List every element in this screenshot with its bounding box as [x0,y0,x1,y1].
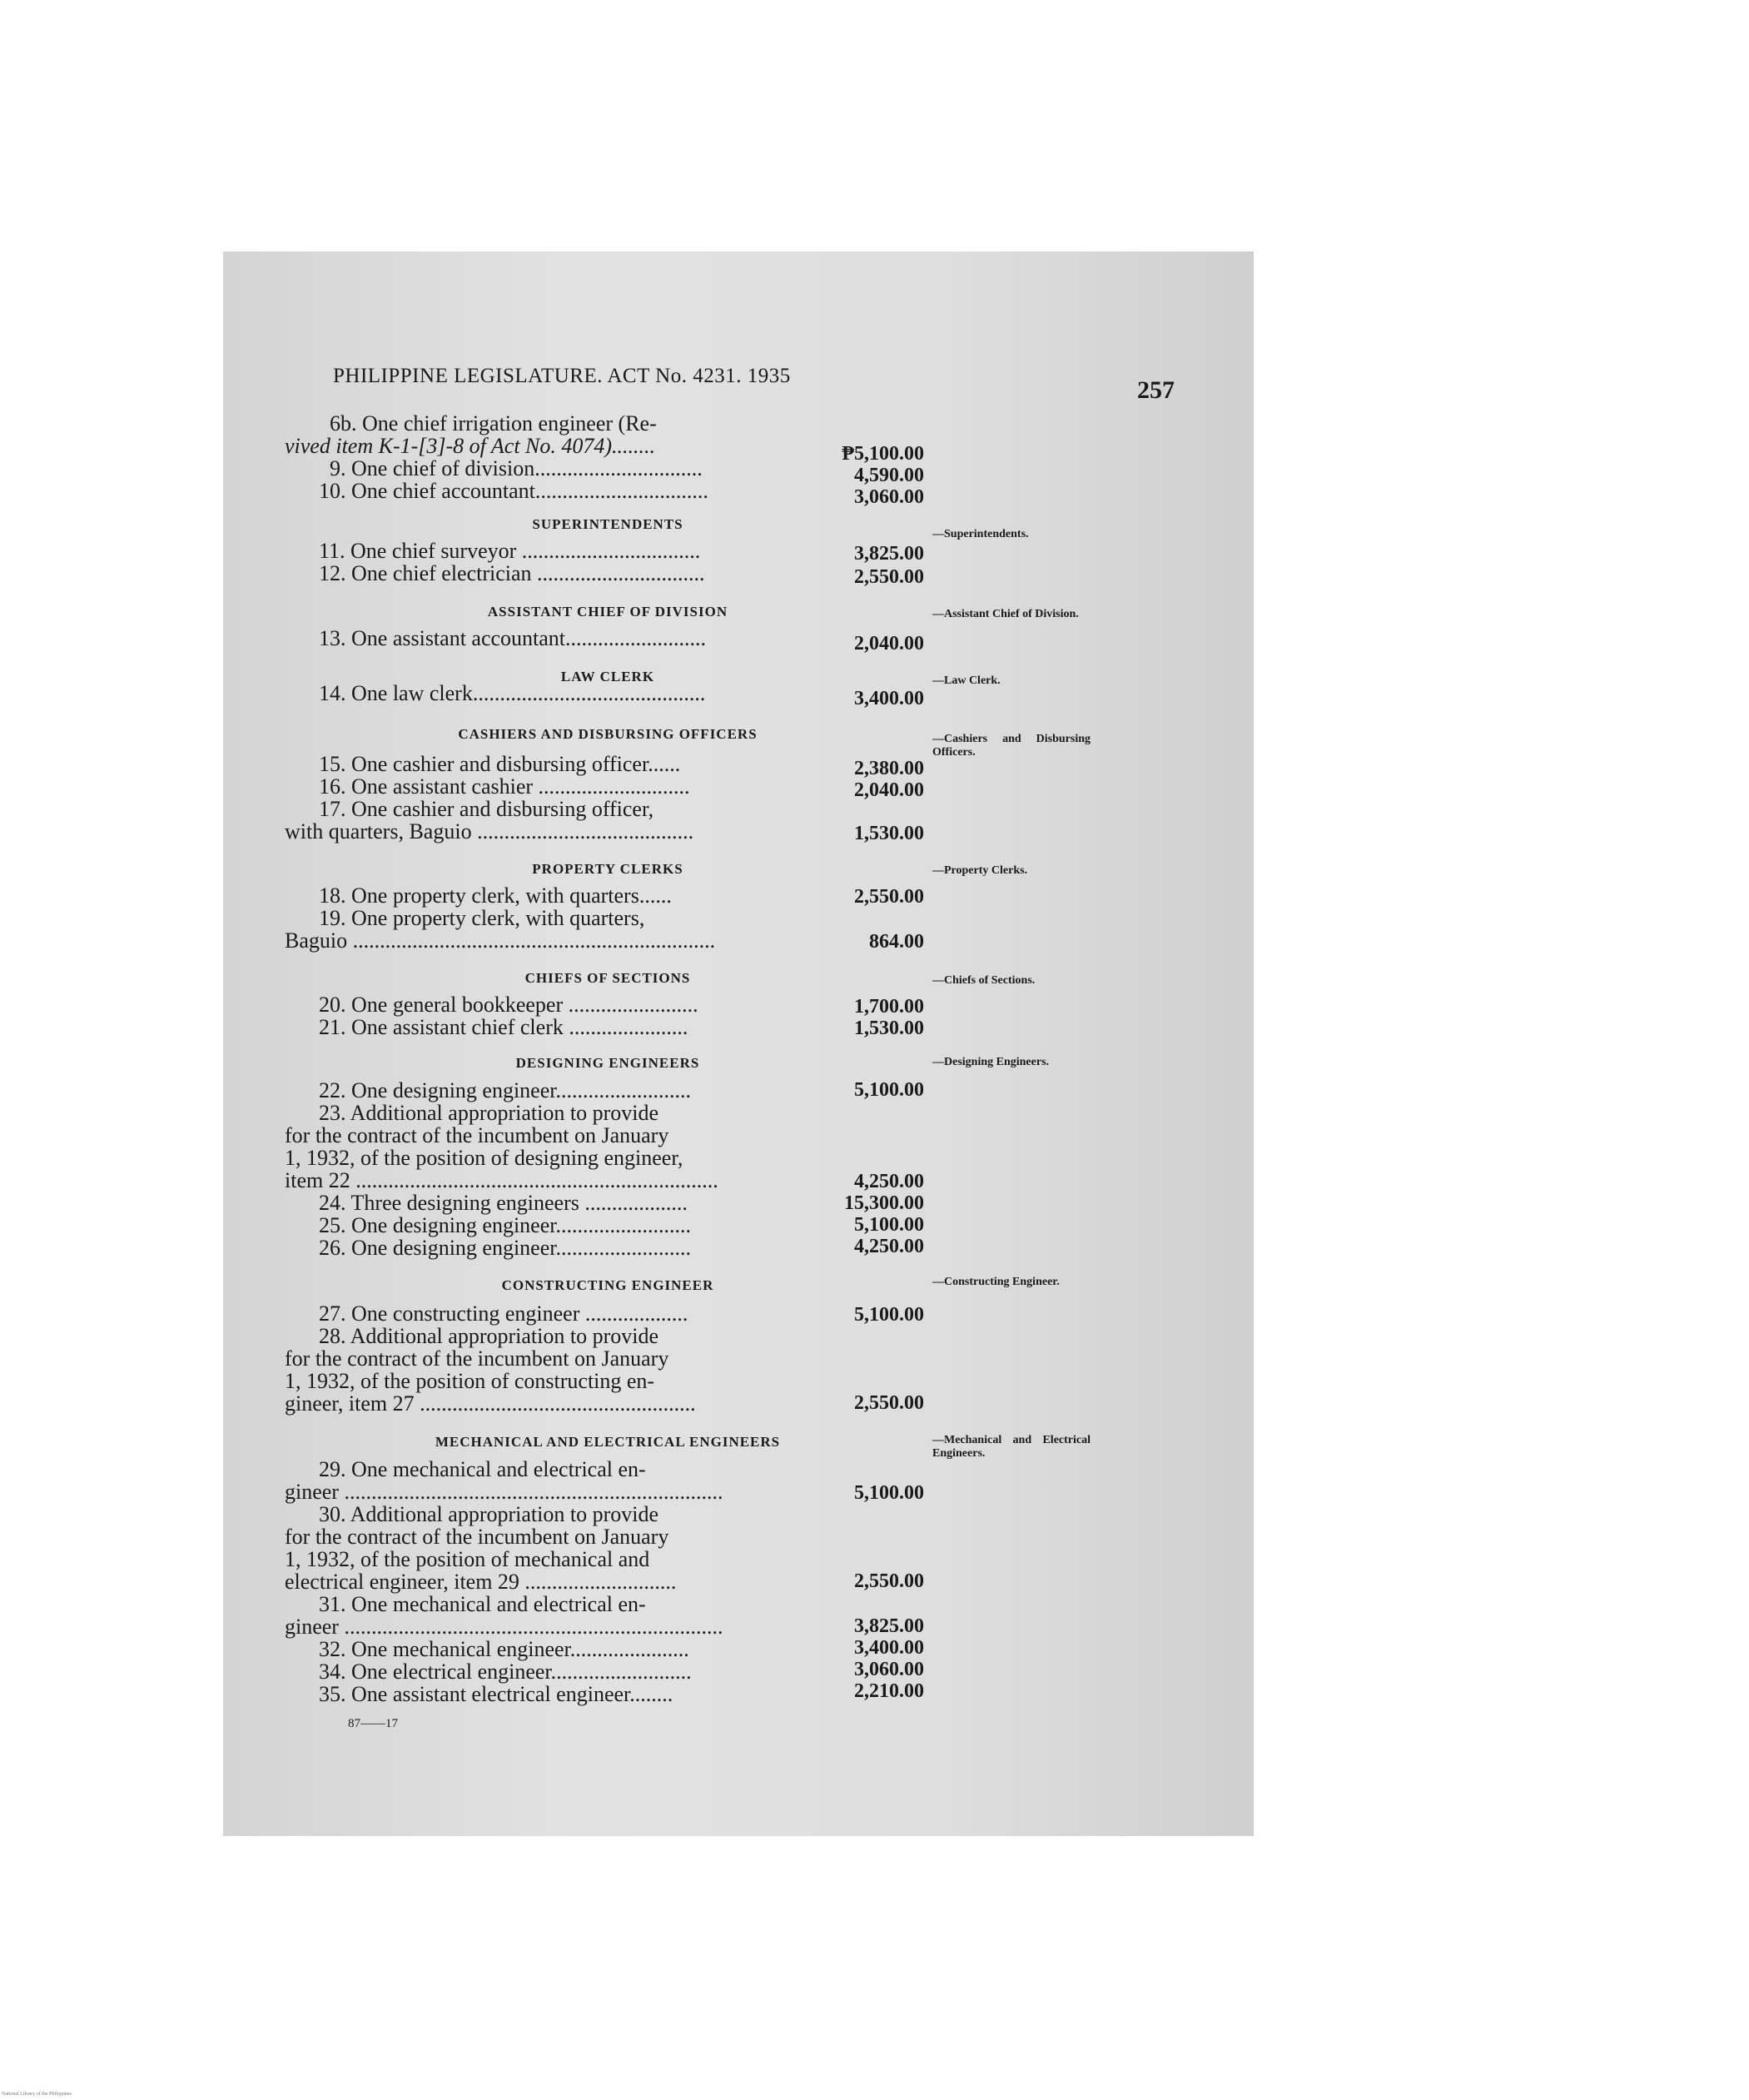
item-line: 35. One assistant electrical engineer........ [319,1682,673,1706]
amount: 5,100.00 [854,1214,924,1236]
item-line: 13. One assistant accountant.......................... [319,626,707,650]
item-line: 28. Additional appropriation to provide [319,1324,658,1348]
item-line: vived item K-1-[3]-8 of Act No. 4074)........ [285,434,656,458]
item-line: 32. One mechanical engineer...................... [319,1637,689,1661]
item-line: 1, 1932, of the position of constructing en- [285,1369,655,1393]
item-line: 16. One assistant cashier ............................ [319,774,690,799]
section-heading: MECHANICAL AND ELECTRICAL ENGINEERS [435,1434,781,1450]
item-line: 23. Additional appropriation to provide [319,1101,658,1125]
amount: 3,060.00 [854,1659,924,1680]
amount: 864.00 [869,931,924,953]
amount: 3,400.00 [854,1637,924,1659]
item-line: 11. One chief surveyor ................................. [319,539,701,563]
item-line: 29. One mechanical and electrical en- [319,1457,646,1481]
amount: 1,530.00 [854,823,924,844]
amount: 5,100.00 [854,1304,924,1326]
marginal-note: —Constructing Engineer. [932,1276,1060,1288]
section-heading: CHIEFS OF SECTIONS [524,970,691,986]
section-heading: PROPERTY CLERKS [532,861,683,877]
item-line: 20. One general bookkeeper ........................ [319,993,698,1017]
item-line: 26. One designing engineer......................... [319,1236,691,1260]
section-heading: DESIGNING ENGINEERS [515,1055,700,1071]
amount: 2,380.00 [854,758,924,779]
marginal-note: —Property Clerks. [932,864,1028,877]
amount: 2,550.00 [854,566,924,588]
marginal-note: —Cashiers and Disbursing Officers. [932,733,1091,759]
amount: 5,100.00 [854,1482,924,1504]
section-heading: CASHIERS AND DISBURSING OFFICERS [458,726,758,742]
item-line: 27. One constructing engineer ................... [319,1301,688,1326]
library-credit: National Library of the Philippines [2,2092,72,2097]
item-line: 10. One chief accountant................................ [319,479,708,503]
item-line: gineer, item 27 ................................................... [285,1391,696,1416]
amount: 4,590.00 [854,465,924,486]
item-line: 17. One cashier and disbursing officer, [319,797,654,821]
item-line: Baguio ................................................................... [285,928,716,953]
amount: ₱5,100.00 [842,443,924,465]
item-line: 14. One law clerk........................................... [319,681,706,705]
item-line: 1, 1932, of the position of mechanical and [285,1547,650,1571]
item-line: 30. Additional appropriation to provide [319,1502,658,1526]
item-line: 12. One chief electrician ............................... [319,561,705,585]
amount: 3,825.00 [854,1615,924,1637]
signature-mark: 87——17 [348,1717,398,1730]
section-heading: LAW CLERK [560,669,655,684]
amount: 2,040.00 [854,779,924,801]
item-line: for the contract of the incumbent on January [285,1525,669,1549]
amount: 15,300.00 [844,1192,924,1214]
item-line: 21. One assistant chief clerk ...................... [319,1015,688,1039]
amount: 4,250.00 [854,1236,924,1257]
marginal-note: —Designing Engineers. [932,1056,1050,1068]
amount: 5,100.00 [854,1079,924,1101]
item-line: 22. One designing engineer......................... [319,1078,691,1102]
section-heading: SUPERINTENDENTS [532,516,683,532]
item-line: 24. Three designing engineers ................... [319,1191,688,1215]
marginal-note: —Assistant Chief of Division. [932,608,1079,620]
item-line: 19. One property clerk, with quarters, [319,906,645,930]
item-line: 1, 1932, of the position of designing engineer, [285,1146,683,1170]
running-title: PHILIPPINE LEGISLATURE. ACT No. 4231. 1935 [333,365,791,387]
item-line: with quarters, Baguio ........................................ [285,819,694,843]
item-line: 34. One electrical engineer.......................... [319,1660,692,1684]
item-line: 9. One chief of division............................... [330,456,703,480]
item-line: 31. One mechanical and electrical en- [319,1592,646,1616]
marginal-note: —Chiefs of Sections. [932,974,1036,987]
section-heading: ASSISTANT CHIEF OF DIVISION [487,604,728,620]
item-line: 15. One cashier and disbursing officer...... [319,752,681,776]
item-line: for the contract of the incumbent on January [285,1123,669,1147]
marginal-note: —Mechanical and Electrical Engineers. [932,1434,1091,1460]
amount: 3,825.00 [854,543,924,565]
item-line: for the contract of the incumbent on January [285,1346,669,1371]
amount: 3,400.00 [854,688,924,709]
section-heading: CONSTRUCTING ENGINEER [501,1277,714,1293]
amount: 4,250.00 [854,1171,924,1192]
amount: 2,210.00 [854,1680,924,1702]
amount: 1,530.00 [854,1018,924,1039]
item-line: electrical engineer, item 29 ............................ [285,1570,677,1594]
amount: 2,040.00 [854,633,924,654]
item-line: 6b. One chief irrigation engineer (Re- [330,411,657,435]
amount: 2,550.00 [854,886,924,908]
item-line: 18. One property clerk, with quarters...... [319,883,672,908]
amount: 3,060.00 [854,486,924,508]
item-line: 25. One designing engineer......................... [319,1213,691,1237]
marginal-note: —Superintendents. [932,528,1029,540]
amount: 2,550.00 [854,1570,924,1592]
item-line: item 22 ................................................................... [285,1168,718,1192]
item-line: gineer ...................................................................... [285,1615,723,1639]
amount: 2,550.00 [854,1392,924,1414]
page-number: 257 [1137,376,1175,404]
item-line: gineer ...................................................................... [285,1480,723,1504]
marginal-note: —Law Clerk. [932,674,1001,687]
amount: 1,700.00 [854,996,924,1018]
